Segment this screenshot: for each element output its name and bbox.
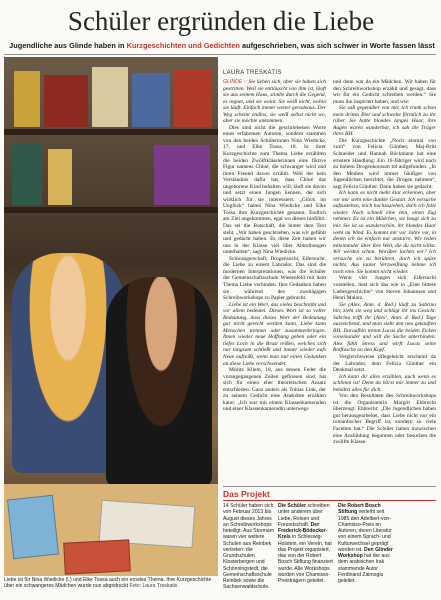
article-paragraph: Die Kurzgeschichte „Noch einmal von vorn“ von Felicia Günther, Maj-Britt Schneider und Hannah Böckmann hat eine ernstere Handlung: Ein 16-Jähriger wird nach zu hohem Drogenkonsum tot aufgefunden. „In den Medien wird immer häufiger von Jugendlichen berichtet, die Drogen nehmen“, sagt Felicia Günther. Dann haben sie gedacht: — [333, 137, 436, 190]
shelf-book — [44, 75, 88, 127]
article-quote: Liebe ist ein Wort, das vieles beschreibt und vor allem bedeutet. Dieses Wort ist so voller Bedeutung, dass dieses Wort der Bedeutung gar nicht gerecht werden kann. Liebe kann Menschen trennen oder zusammenbringen. Ihnen wieder neue Hoffnung geben oder ein tiefes Loch in die Brust reißen, welches sich nur langsam schließt und immer wieder aufs Neue aufreißt, wenn man nur einen Gedanken an diese Liebe verschwendet. — [223, 301, 326, 367]
headline: Schüler ergründen die Liebe — [67, 6, 375, 36]
article-column-2 — [333, 79, 436, 485]
subheadline-part-2: aufgeschrieben, was sich schwer in Worte fassen lässt — [239, 41, 435, 50]
article-quote: Ich kann dir alles erzählen, auch wenn es schlimm ist! Denn du hörst mir immer zu und behältst alles für dich. — [333, 373, 436, 393]
article-paragraph: Dies sind nicht die geschriebenen Worte eines erfahrenen Autoren, sondern stammen von den beiden Schülerinnen Nina Wiedicke, 17, und Elke Tossa, 18. In ihrer Kurzgeschichte zum Thema Liebe erzählten die beiden Zwölftklässlerinnen eine fiktive Figur namens Chloé, die schwanger wird und ihren Freund davon erzählt. Weil der kein Verständnis dafür hat, dass Chloé das ungeborene Kind behalten will, läuft sie davon und setzt einen Jungen kennen, der sich wirklich für sie interessiert. „Glück im Unglück“ haben Nina Wiedicke und Elke Tossa ihre Kurzgeschichte genannt. Endlich am Ziel angekommen, egal wo dieses hinführt. Das sei die Botschaft, die hinter dem Text steht. „Wir haben geschrieben, was wir gefühlt und gedacht haben. Es diese Zeit haben wir uns in der Klasse viel über Abtreibungen unterhalten“, sagt Nina Wiedicke. — [223, 124, 326, 256]
article-quote: Sie (Alex, Anm. d. Red.) läuft zu Sabrina hin, zieht sie weg und schlägt ihr ins Gesicht. Sabrina trifft ihr (Alex‘, Anm. d. Red.) Tage ausreichend, und man sieht den neu gekauften BH. Daraufhin trennt Lucas die beiden Zicken voneinander und will die Sache unterbinden. Alex fühlt Stress und wirft Lucas seine Rotflasche an den Kopf. — [333, 301, 436, 354]
box-title-rule — [223, 500, 436, 501]
article-paragraph: Moritz Kliem, 18, aus dessen Feder die vorangegangenen Zeilen geflossen sind, hat sich für einen eher theoretischen Ansatz entschieden. Ganz anders als Tobias Link, der zu seinem Gedicht eine Anekdote erzählen kann: „Ich war mit einem Klassenkameraden und einer Klassenkameradin unterwegs — [223, 367, 326, 413]
shelf-book — [132, 73, 170, 127]
box-column-1 — [223, 503, 275, 597]
byline: LAURA TRESKATIS — [223, 70, 282, 76]
article-paragraph: GLINDE :: Sie lieben sich, aber sie haben sich gestritten. Weil sie enttäuscht von ihm ist, läuft sie aus seinem Haus, stimbe durch die Gegend, es regnet, und sie weint. Sie weiß nicht, wohin sie läuft. Einfach immer weiter geradeaus. Der Weg scheint endlos, sie weiß selbst nicht wo, aber sie möchte ankommen. — [223, 79, 326, 125]
article-paragraph: Vergleichsweise pflegeleicht erscheint da der Labrador, dem Felicia Günther ein Denkmal setzt. — [333, 353, 436, 374]
article-quote: Ich kann es nicht mehr klar erkennen, aber vor mir steht eine dunkle Gestalt. Ich versuche aufzustehen, mich hochzuziehen, doch ich falle wieder. Noch schnell eine rein, einen Zug nehmen. Es ist ein Mädchen, sie beugt sich zu mir. Sie ist so wunderschön, ihr blondes Haar weht im Wind. Es kommt mir vor Jahre vor, in denen ich sie einfach nur anstarre. Wir reden miteinander über ihre Welt, die du nicht willst. Wir werden schon. Worüber lachen wir? Ich versuche sie zu berühren, doch ich spüre nichts. Aus lauter Verzweiflung nehme ich noch eine. Sie kommt nicht wieder. — [333, 190, 436, 275]
article-paragraph: Wenn vier Jungen sich Eifersucht vorstellen, liest sich das wie in „Eine bittere Liebesgeschichte“ von Steven Johannsen und Henri Malarz. — [333, 275, 436, 302]
box-text: 14 Schüler haben sich von Februar 2013 bis August dieses Jahres an Schreibworkshops beteiligt. Aus Stormarn waren vier weitere Schulen aus Reinbek vertreten: die Grundschulen Klosterbergen und Schönningstedt, die Gemeinschaftsschule Reinbek sowie die Sachsenwaldschule. — [223, 503, 275, 591]
box-text: Die Robert Bosch Stiftung verleiht seit 1985 den Adelbert-von-Chamisso-Preis an Autoren, deren Literatur von einem Sprach- und Kulturwechsel geprägt worden ist. Den Glinder Workshop hat der aus dem arabischen Irak stammende Autor Ferdinand Zaimoglu geleitet. — [338, 503, 393, 584]
box-column-3 — [338, 503, 396, 597]
shelf-book — [14, 71, 40, 127]
box-rule — [223, 486, 436, 487]
photo-credit: Foto: Laura Treskatis — [129, 583, 178, 590]
table-book — [63, 539, 131, 574]
shelf-book — [92, 67, 128, 127]
shelf-book — [48, 149, 72, 205]
top-rule — [4, 54, 436, 55]
shelf-book — [154, 145, 210, 205]
student-right — [106, 277, 212, 487]
article-photo — [4, 57, 218, 576]
article-quote: Sie saß gegenüber von mir, ich trank schon mein drittes Bier und schwelte förmlich zu ihr rüber. Sie hatte blondes langes Haar, ihre Augen waren wunderbar, ich sah die Träger ihres BH. — [333, 105, 436, 138]
article-paragraph: Schwangerschaft, Drogensucht, Eifersucht, die Liebe zu einem Labrador. Das sind die modernen Interpretationen, was die Schüler der Gemeinschaftsschule Wiesenfeld mit dem Thema Liebe verbinden. Ihre Gedanken haben sie während des zweitägigen Schreibworkshops zu Papier gebracht. — [223, 255, 326, 302]
box-title: Das Projekt — [223, 489, 270, 499]
article-paragraph: Von den Resultaten des Schreibworkshops ist die Organisatorin Margrit Ehbrecht überzeugt. Ehbrecht: „Die Jugendlichen haben gut herausgearbeitet, dass Liebe nicht nur ein romantischer Begriff ist, sondern so viele Facetten hat.“ Die Schüler haben inzwischen eine Ausbildung begonnen oder besuchen die zwölfte Klasse. — [333, 393, 436, 446]
shelf-book — [12, 143, 42, 205]
dateline: GLINDE :: — [223, 79, 247, 85]
article-paragraph: und dann war da ein Mädchen. Wir haben für den Schreibworkshop erzählt und gesagt, dass wir für ein Gedicht schreiben werden.“ Sie muss ihn inspiriert haben, und wie: — [333, 79, 436, 105]
bookshelf-board — [4, 129, 218, 135]
shelf-book — [174, 69, 212, 127]
subheadline-highlight: Kurzgeschichten und Gedichten — [126, 41, 240, 50]
photo-caption-text: Liebe ist für Nina Wiedicke (l.) und Elke Tossa auch ein ernstes Thema. Ihre Kurzgeschichte über ein schwangeres Mädchen wurde nun abgedruckt — [4, 577, 212, 590]
bookshelf-board — [4, 207, 218, 213]
article-column-1 — [223, 79, 326, 485]
subheadline-part-1: Jugendliche aus Glinde haben in — [9, 41, 127, 50]
box-text: Die Schüler schreiben unter anderem über Liebe, Reisen und Freundschaft. Der Frederick-Bödecker-Kreis in Schleswig-Holstein, ein Verein, hat das Projekt organisiert, das von der Robert Bosch Stiftung finanziert wurde. Alle Workshops wurden von Chamisso-Preisträgern geleitet. — [278, 503, 333, 584]
subheadline — [4, 41, 440, 51]
table-book — [7, 495, 59, 559]
box-column-2 — [278, 503, 334, 597]
photo-caption — [4, 577, 218, 590]
